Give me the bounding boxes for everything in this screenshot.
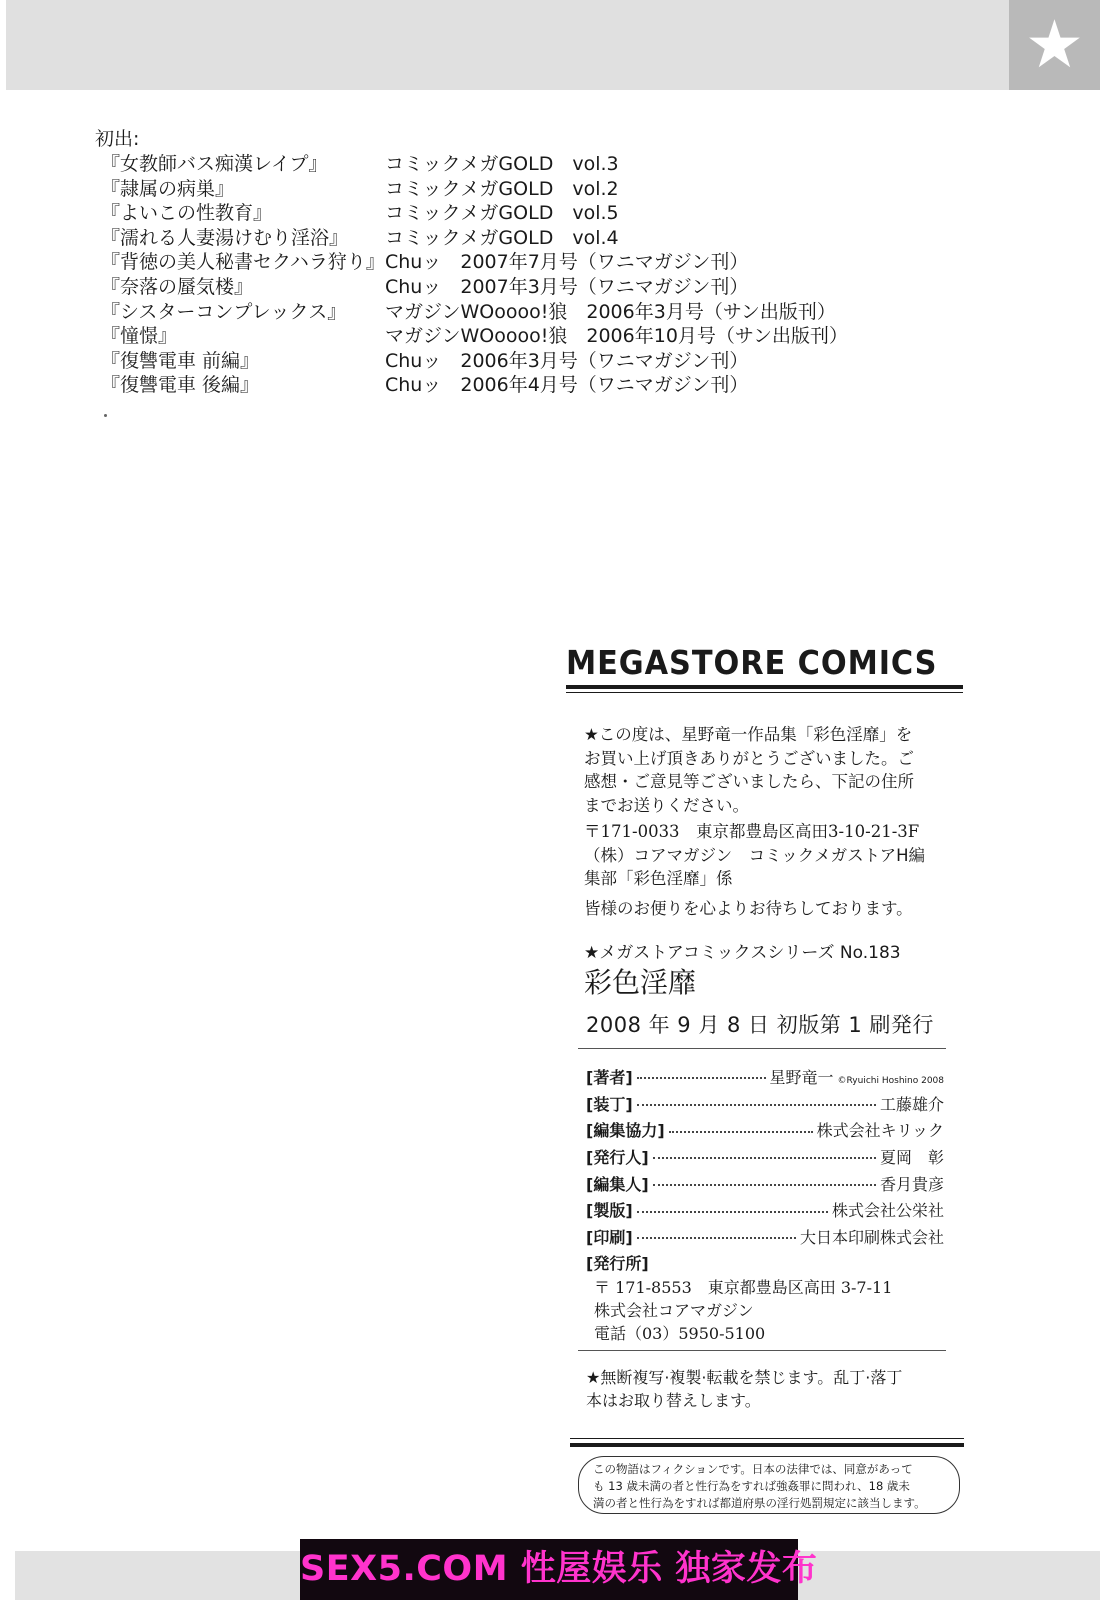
credit-row [95, 201, 619, 226]
publisher-line: 株式会社コアマガジン [594, 1301, 754, 1320]
staff-role: [発行人] [586, 1148, 649, 1168]
staff-role: [印刷] [586, 1228, 633, 1248]
staff-role: [編集人] [586, 1174, 649, 1194]
disclaimer-line: も 13 歳未満の者と性行為をすれば強姦罪に問われ、18 歳未 [593, 1479, 910, 1493]
staff-row [586, 1092, 944, 1119]
divider [578, 1048, 946, 1049]
disclaimer-line: この物語はフィクションです。日本の法律では、同意があって [593, 1462, 913, 1476]
story-title: 『背徳の美人秘書セクハラ狩り』 [101, 251, 385, 274]
story-source: コミックメガGOLD vol.5 [385, 202, 619, 225]
story-source: Chuッ 2007年3月号（ワニマガジン刊） [385, 275, 749, 298]
staff-name: 工藤雄介 [879, 1094, 944, 1114]
message-line: 感想・ご意見等ございましたら、下記の住所 [584, 772, 914, 791]
first-appearance-heading: 初出: [95, 128, 140, 150]
brand-rule-thin [566, 692, 963, 693]
leader-dots [637, 1237, 796, 1239]
copy-notice [586, 1366, 951, 1412]
story-source: コミックメガGOLD vol.2 [385, 177, 619, 200]
thank-you-message [584, 723, 949, 817]
divider [578, 1350, 946, 1351]
story-source: Chuッ 2006年3月号（ワニマガジン刊） [385, 349, 749, 372]
credit-row [95, 226, 619, 251]
stray-dot [104, 414, 107, 417]
disclaimer-line: 満の者と性行為をすれば都道府県の淫行処罰規定に該当します。 [593, 1496, 926, 1510]
message-line: までお送りください。 [584, 795, 749, 815]
story-title: 『隷属の病巣』 [101, 177, 235, 200]
story-title: 『奈落の蜃気楼』 [101, 275, 254, 298]
credit-row [95, 250, 749, 275]
story-source: Chuッ 2007年7月号（ワニマガジン刊） [385, 251, 749, 274]
book-title: 彩色淫靡 [584, 966, 697, 999]
credit-row [95, 373, 749, 398]
leader-dots [637, 1104, 876, 1106]
story-source: コミックメガGOLD vol.3 [385, 153, 619, 175]
credit-row [95, 275, 749, 300]
staff-name: 星野竜一 [769, 1068, 834, 1087]
story-title: 『復讐電車 前編』 [101, 349, 260, 372]
staff-row [586, 1198, 944, 1225]
publish-date: 2008 年 9 月 8 日 初版第 1 刷発行 [586, 1013, 934, 1037]
publisher-info [594, 1276, 892, 1345]
staff-name: 大日本印刷株式会社 [799, 1228, 944, 1248]
series-number: ★メガストアコミックスシリーズ No.183 [584, 943, 901, 963]
staff-name: 夏岡 彰 [879, 1148, 944, 1168]
staff-role: [編集協力] [586, 1121, 665, 1141]
credit-row [95, 349, 749, 374]
staff-role: [著者] [586, 1068, 633, 1087]
message-line: ★この度は、星野竜一作品集「彩色淫靡」を [584, 725, 913, 744]
story-title: 『濡れる人妻湯けむり淫浴』 [101, 226, 349, 249]
credit-row [95, 177, 619, 202]
header-band [6, 0, 1009, 90]
leader-dots [653, 1184, 876, 1186]
notice-line: ★無断複写·複製·転載を禁じます。乱丁·落丁 [586, 1368, 903, 1387]
address-line: （株）コアマガジン コミックメガストアH編 [584, 845, 926, 865]
staff-name: 香月貴彦 [879, 1174, 944, 1194]
story-title: 『シスターコンプレックス』 [101, 300, 347, 323]
leader-dots [653, 1157, 876, 1159]
staff-name: 株式会社キリック [816, 1121, 944, 1141]
staff-credits [586, 1065, 944, 1252]
bottom-rule-thick [570, 1443, 964, 1447]
story-source: Chuッ 2006年4月号（ワニマガジン刊） [385, 374, 749, 397]
staff-row [586, 1145, 944, 1172]
story-source: マガジンWOoooo!狼 2006年3月号（サン出版刊） [385, 300, 836, 323]
story-title: 『女教師バス痴漢レイプ』 [101, 153, 328, 175]
story-source: コミックメガGOLD vol.4 [385, 226, 619, 249]
staff-role: [装丁] [586, 1094, 633, 1114]
staff-role: [製版] [586, 1201, 633, 1221]
story-title: 『よいこの性教育』 [101, 202, 273, 225]
credit-row [95, 300, 836, 325]
notice-line: 本はお取り替えします。 [586, 1391, 761, 1410]
watermark-banner: SEX5.COM 性屋娱乐 独家发布 [300, 1539, 798, 1600]
star-icon: ★ [1024, 6, 1085, 83]
leader-dots [637, 1077, 766, 1079]
story-source: マガジンWOoooo!狼 2006年10月号（サン出版刊） [385, 325, 848, 348]
first-appearance-list [95, 126, 848, 398]
leader-dots [669, 1131, 813, 1133]
staff-row [586, 1118, 944, 1145]
staff-row [586, 1065, 944, 1092]
credit-row [95, 324, 848, 349]
address-line: 集部「彩色淫靡」係 [584, 869, 733, 888]
staff-row [586, 1172, 944, 1199]
mail-address [584, 820, 949, 891]
story-title: 『復讐電車 後編』 [101, 374, 260, 397]
leader-dots [637, 1211, 828, 1213]
message-line: お買い上げ頂きありがとうございました。ご [584, 748, 914, 768]
credit-row [95, 152, 619, 177]
publisher-line: 電話（03）5950-5100 [594, 1324, 766, 1343]
bottom-rule-thin [570, 1438, 964, 1439]
staff-row [586, 1225, 944, 1252]
publisher-heading: [発行所] [586, 1254, 649, 1273]
story-title: 『憧憬』 [101, 325, 178, 348]
corner-star-box [1009, 0, 1100, 90]
publisher-brand-logo: MEGASTORE COMICS [566, 643, 938, 682]
closing-note: 皆様のお便りを心よりお待ちしております。 [584, 899, 913, 918]
fiction-disclaimer [578, 1456, 960, 1514]
brand-rule-thick [566, 685, 963, 689]
publisher-line: 〒 171-8553 東京都豊島区高田 3-7-11 [594, 1278, 893, 1297]
address-line: 〒171-0033 東京都豊島区高田3-10-21-3F [584, 822, 920, 841]
staff-name: 株式会社公栄社 [831, 1201, 944, 1221]
copyright-mark: ©Ryuichi Hoshino 2008 [837, 1076, 944, 1086]
